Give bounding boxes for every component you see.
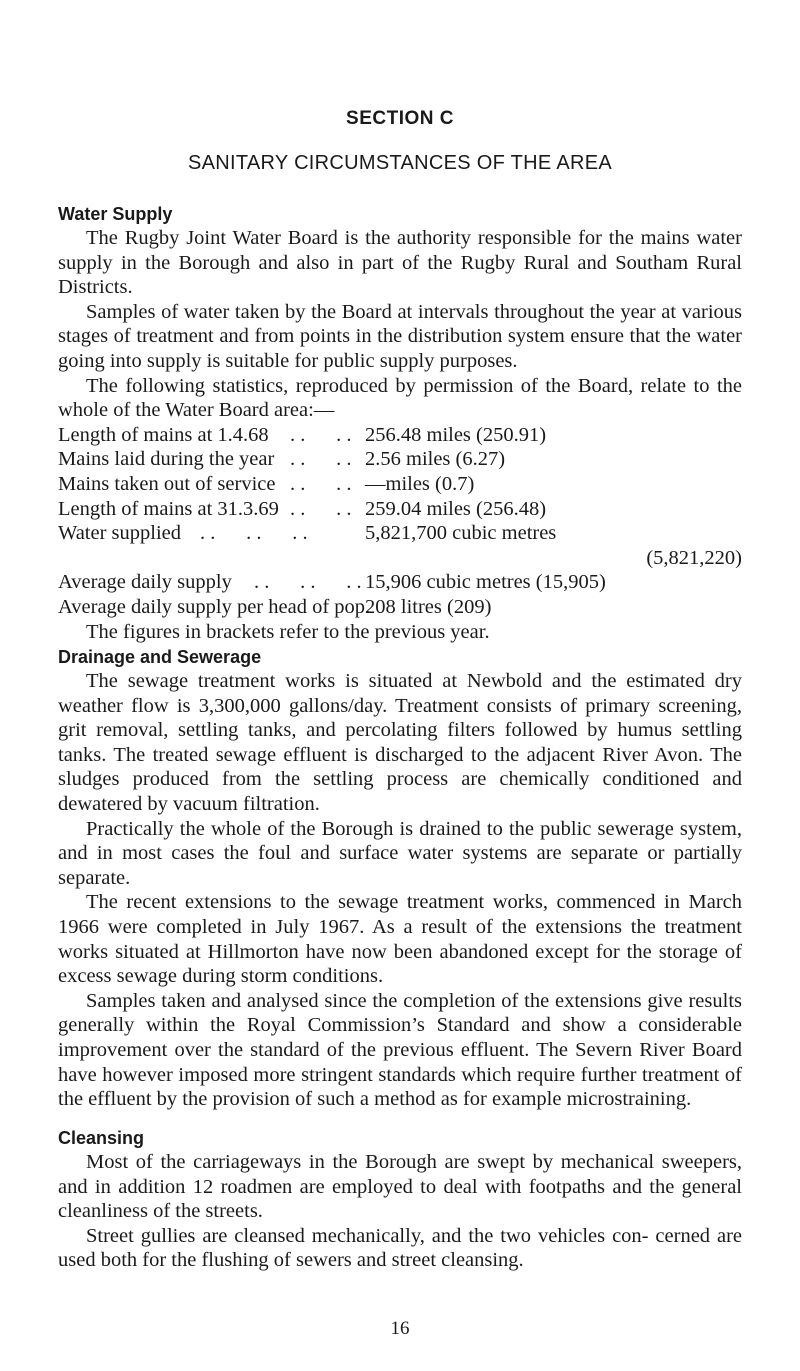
paragraph: Street gullies are cleansed mechanically, and the two vehicles con- cerned are used both for the flushing of sewers and street cleansing.	[58, 1224, 742, 1272]
section-title: SECTION C	[346, 108, 454, 129]
stat-value: 259.04 miles (256.48)	[365, 497, 547, 520]
stat-row	[58, 497, 742, 522]
stat-label: Average daily supply per head of pop.	[58, 595, 371, 618]
leader-dots: . . . . . .	[200, 522, 308, 545]
stat-label: Water supplied	[58, 522, 182, 545]
paragraph: The Rugby Joint Water Board is the authority responsible for the mains water supply in the Borough and also in part of the Rugby Rural and Southam Rural Districts.	[58, 227, 742, 299]
stat-row	[58, 595, 742, 620]
stat-previous-value: (5,821,220)	[646, 546, 742, 569]
stat-value: 256.48 miles (250.91)	[365, 423, 547, 446]
paragraph: Practically the whole of the Borough is drained to the public sewerage system, and in most cases the foul and surface water systems are separate or partially separate.	[58, 817, 742, 889]
section-subtitle: SANITARY CIRCUMSTANCES OF THE AREA	[188, 152, 612, 174]
stat-row	[58, 447, 742, 472]
leader-dots: . . . .	[290, 423, 352, 446]
stat-row	[58, 472, 742, 497]
paragraph: The following statistics, reproduced by permission of the Board, relate to the whole of the Water Board area:—	[58, 374, 742, 422]
water-statistics-table	[58, 423, 742, 620]
leader-dots: . . . .	[290, 472, 352, 495]
stat-row	[58, 570, 742, 595]
stat-label: Mains laid during the year	[58, 448, 275, 471]
leader-dots: . . . .	[290, 448, 352, 471]
stat-value: —miles (0.7)	[365, 472, 475, 495]
stat-row	[58, 521, 742, 546]
cleansing-section	[58, 1126, 742, 1273]
stat-value: 208 litres (209)	[365, 595, 492, 618]
page-number: 16	[390, 1318, 410, 1339]
leader-dots: . . . .	[290, 497, 352, 520]
paragraph: Samples taken and analysed since the completion of the extensions give results generally within the Royal Commission’s Standard and show a considerable improvement over the standard of the previous effluent. The Severn River Board have however imposed more stringent standards which require further treatment of the effluent by the provision of such a method as for example microstraining.	[58, 989, 742, 1111]
stat-value: 2.56 miles (6.27)	[365, 448, 506, 471]
paragraph: Most of the carriageways in the Borough are swept by mechanical sweepers, and in addition 12 roadmen are employed to deal with footpaths and the general cleanliness of the streets.	[58, 1151, 742, 1223]
stat-value: 15,906 cubic metres (15,905)	[365, 571, 606, 594]
paragraph: The sewage treatment works is situated at Newbold and the estimated dry weather flow is 3,300,000 gallons/day. Treatment consists of primary screening, grit removal, settling tanks, and percolating filters followed by humus settling tanks. The treated sewage effluent is discharged to the adjacent River Avon. The sludges produced from the settling process are chemically conditioned and dewatered by vacuum filtration.	[58, 670, 742, 815]
paragraph: Samples of water taken by the Board at intervals throughout the year at various stages of treatment and from points in the distribution system ensure that the water going into supply is suitable for public supply purposes.	[58, 300, 742, 372]
stat-label: Length of mains at 31.3.69	[58, 497, 279, 520]
paragraph: The recent extensions to the sewage treatment works, commenced in March 1966 were completed in July 1967. As a result of the extensions the treatment works situated at Hillmorton have now been abandoned except for the storage of excess sewage during storm conditions.	[58, 891, 742, 988]
statistics-note: The figures in brackets refer to the previous year.	[86, 620, 490, 643]
water-supply-section	[58, 202, 742, 644]
drainage-heading: Drainage and Sewerage	[58, 647, 262, 667]
drainage-section	[58, 645, 742, 1112]
stat-label: Length of mains at 1.4.68	[58, 423, 269, 446]
stat-label: Mains taken out of service	[58, 472, 276, 495]
stat-label: Average daily supply	[58, 571, 232, 594]
cleansing-heading: Cleansing	[58, 1128, 145, 1148]
stat-row	[58, 423, 742, 448]
water-supply-heading: Water Supply	[58, 204, 173, 224]
leader-dots: . . . . . .	[254, 571, 362, 594]
stat-value: 5,821,700 cubic metres	[365, 522, 557, 545]
stat-continuation	[58, 546, 742, 571]
